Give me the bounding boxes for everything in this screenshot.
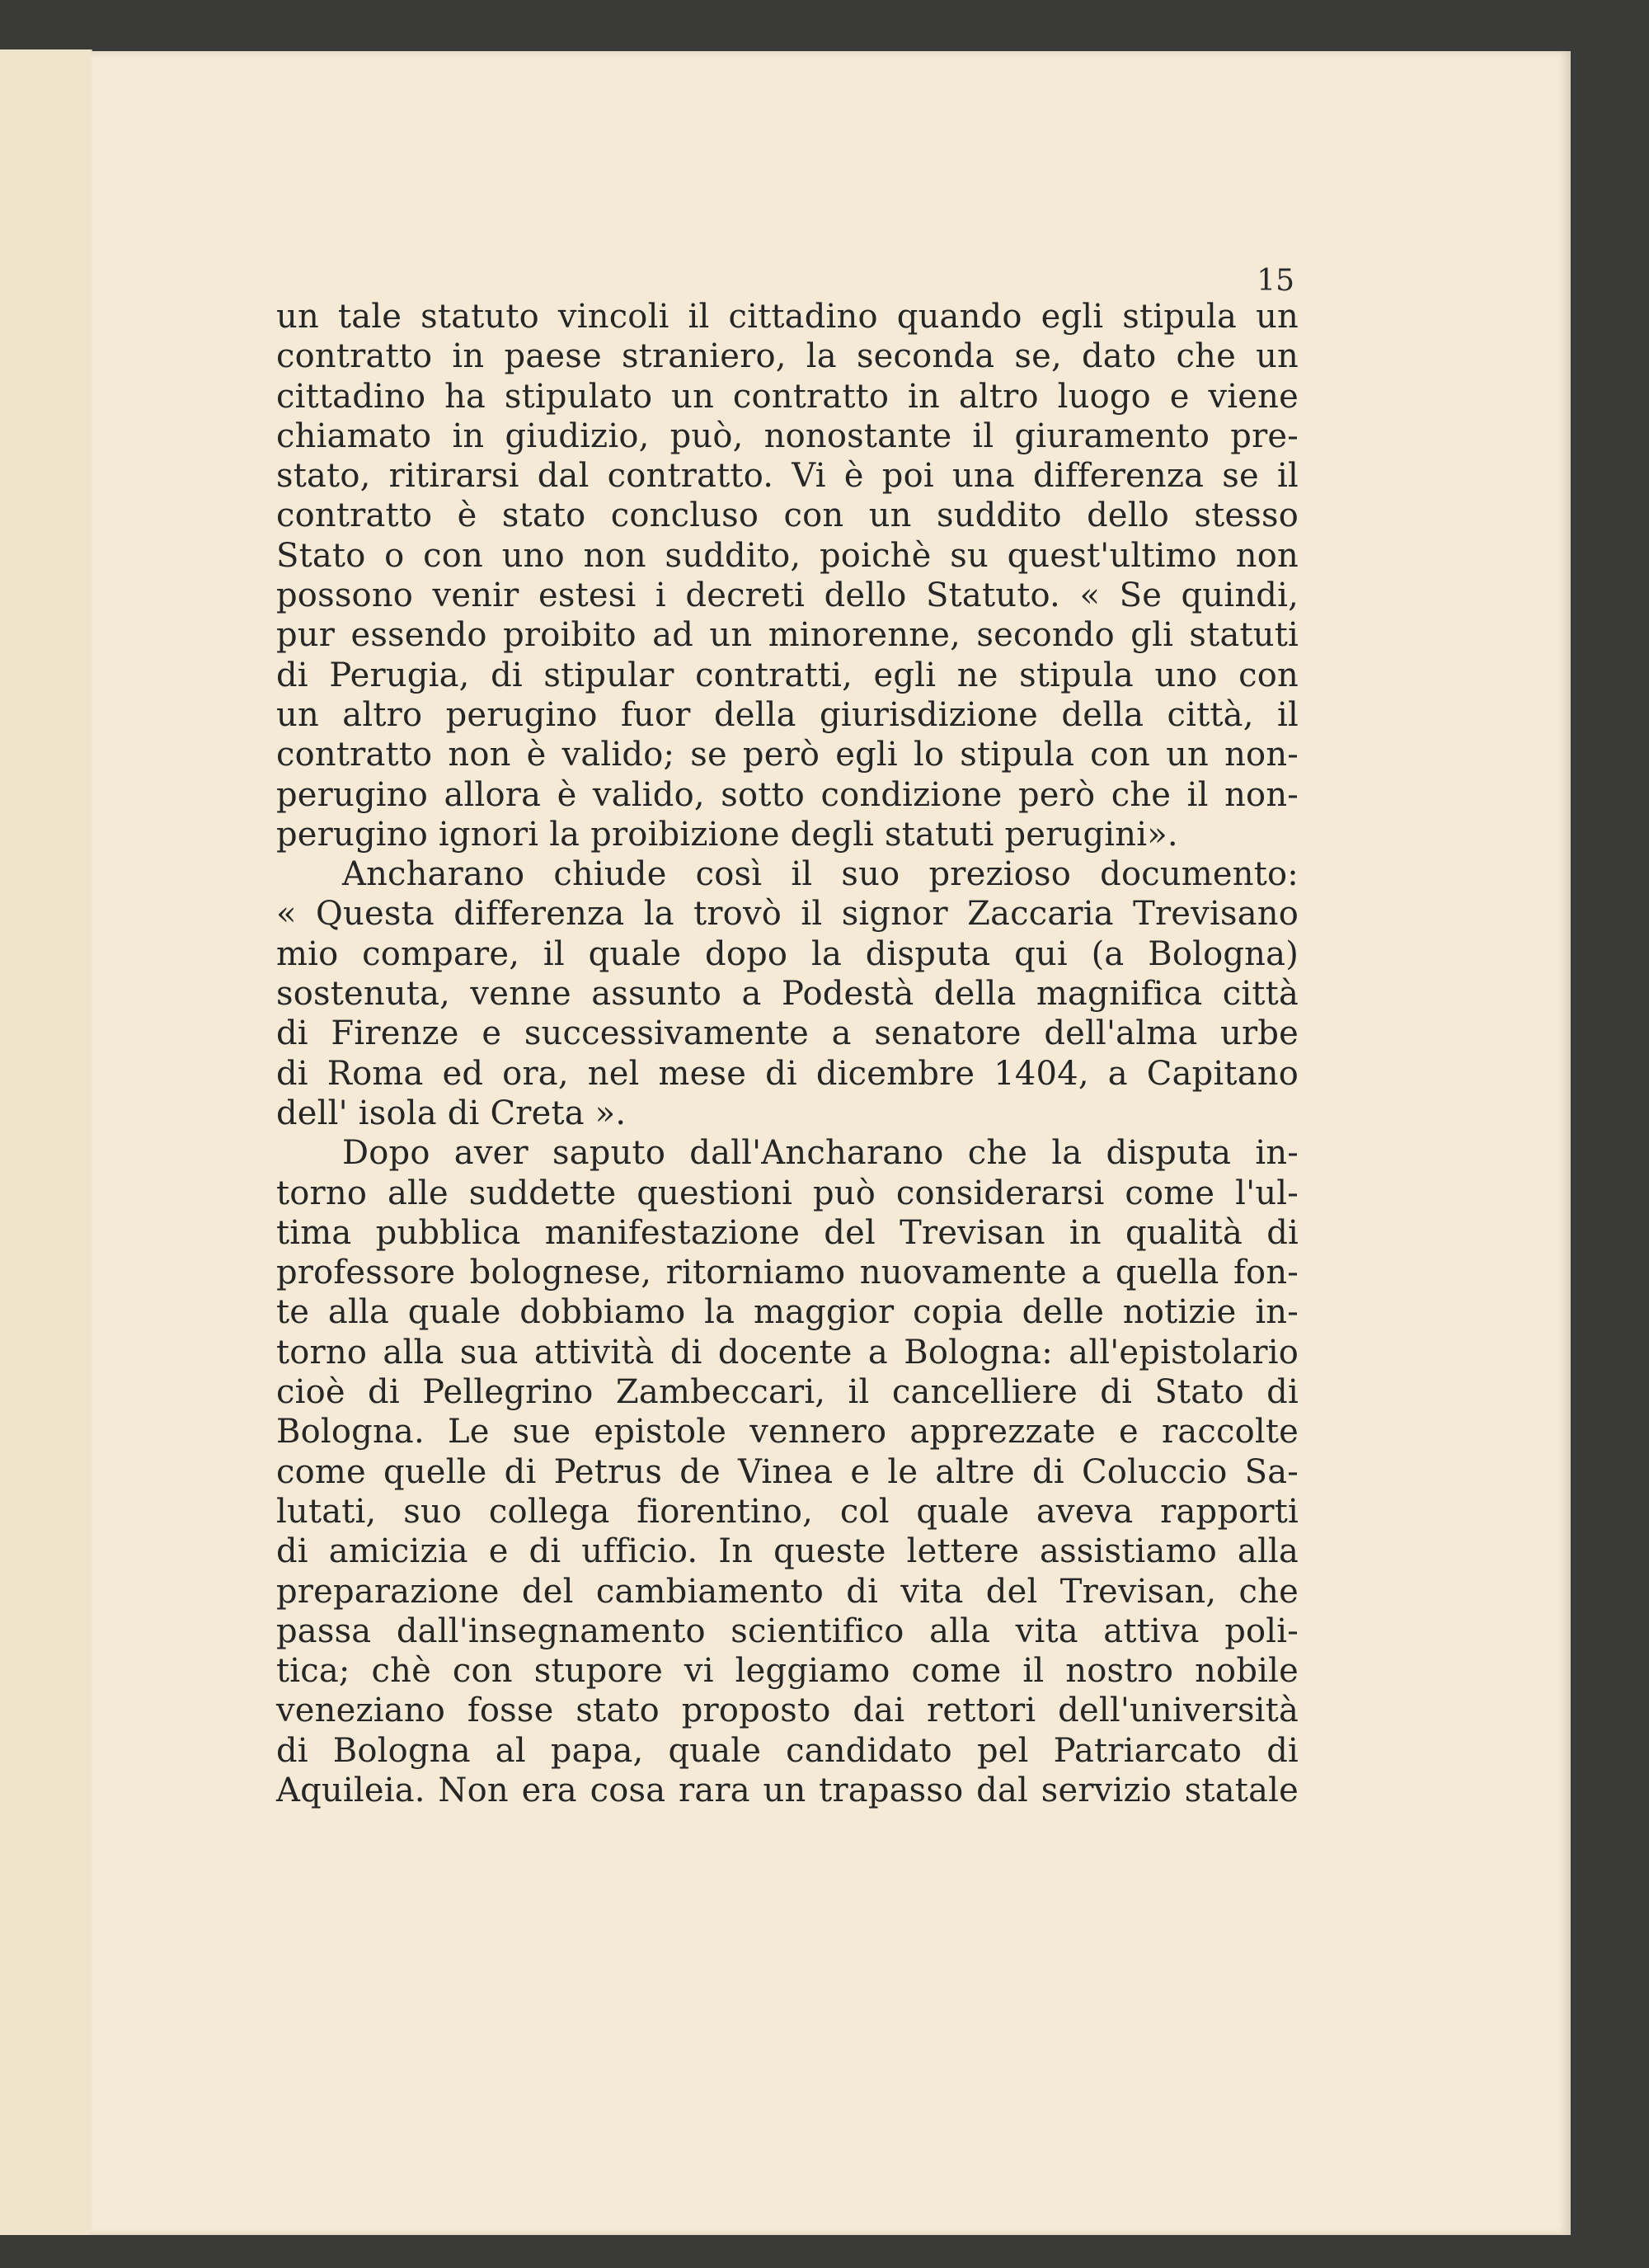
- text-line: Bologna. Le sue epistole vennero apprezzate e raccolte: [276, 1413, 1299, 1452]
- text-line: tica; chè con stupore vi leggiamo come il nostro nobile: [276, 1652, 1299, 1691]
- text-line: come quelle di Petrus de Vinea e le altre di Coluccio Sa-: [276, 1452, 1299, 1491]
- text-line: Stato o con uno non suddito, poichè su quest'ultimo non: [276, 536, 1299, 575]
- text-line: veneziano fosse stato proposto dai rettori dell'università: [276, 1692, 1299, 1730]
- text-line: cittadino ha stipulato un contratto in altro luogo e viene: [276, 377, 1299, 416]
- text-line: dell' isola di Creta ».: [276, 1094, 627, 1132]
- text-line: perugino ignori la proibizione degli statuti perugini».: [276, 815, 1178, 854]
- text-line: Ancharano chiude così il suo prezioso documento:: [342, 855, 1299, 894]
- text-line: torno alle suddette questioni può considerarsi come l'ul-: [276, 1174, 1299, 1212]
- text-line: pur essendo proibito ad un minorenne, secondo gli statuti: [276, 616, 1299, 655]
- left-page-edge: [0, 49, 92, 2235]
- text-line: professore bolognese, ritorniamo nuovamente a quella fon-: [276, 1254, 1299, 1292]
- text-line: stato, ritirarsi dal contratto. Vi è poi una differenza se il: [276, 457, 1299, 496]
- page-number: 15: [1257, 264, 1294, 298]
- text-line: Dopo aver saputo dall'Ancharano che la disputa in-: [342, 1134, 1299, 1173]
- text-line: sostenuta, venne assunto a Podestà della magnifica città: [276, 975, 1299, 1014]
- text-line: un tale statuto vincoli il cittadino quando egli stipula un: [276, 298, 1299, 336]
- body-text: [276, 297, 1299, 1810]
- text-line: lutati, suo collega fiorentino, col quale aveva rapporti: [276, 1492, 1299, 1531]
- text-line: « Questa differenza la trovò il signor Zaccaria Trevisano: [276, 895, 1299, 934]
- text-line: torno alla sua attività di docente a Bologna: all'epistolario: [276, 1333, 1299, 1372]
- text-line: mio compare, il quale dopo la disputa qui (a Bologna): [276, 934, 1299, 973]
- text-line: te alla quale dobbiamo la maggior copia delle notizie in-: [276, 1293, 1299, 1332]
- text-line: di Roma ed ora, nel mese di dicembre 1404, a Capitano: [276, 1054, 1299, 1093]
- text-line: di Perugia, di stipular contratti, egli ne stipula uno con: [276, 656, 1299, 694]
- text-line: contratto è stato concluso con un suddito dello stesso: [276, 496, 1299, 535]
- text-line: perugino allora è valido, sotto condizione però che il non-: [276, 775, 1299, 814]
- text-line: di Bologna al papa, quale candidato pel Patriarcato di: [276, 1731, 1299, 1770]
- text-line: un altro perugino fuor della giurisdizione della città, il: [276, 695, 1299, 734]
- book-page: [91, 51, 1571, 2235]
- text-line: chiamato in giudizio, può, nonostante il giuramento pre-: [276, 416, 1299, 455]
- text-line: cioè di Pellegrino Zambeccari, il cancelliere di Stato di: [276, 1373, 1299, 1412]
- text-line: di Firenze e successivamente a senatore dell'alma urbe: [276, 1014, 1299, 1053]
- text-line: Aquileia. Non era cosa rara un trapasso dal servizio statale: [276, 1771, 1299, 1809]
- text-line: passa dall'insegnamento scientifico alla vita attiva poli-: [276, 1612, 1299, 1650]
- text-line: di amicizia e di ufficio. In queste lettere assistiamo alla: [276, 1532, 1299, 1571]
- text-line: preparazione del cambiamento di vita del Trevisan, che: [276, 1572, 1299, 1611]
- text-line: contratto in paese straniero, la seconda se, dato che un: [276, 337, 1299, 376]
- text-line: tima pubblica manifestazione del Trevisan in qualità di: [276, 1213, 1299, 1252]
- text-line: possono venir estesi i decreti dello Statuto. « Se quindi,: [276, 576, 1299, 615]
- text-line: contratto non è valido; se però egli lo stipula con un non-: [276, 736, 1299, 774]
